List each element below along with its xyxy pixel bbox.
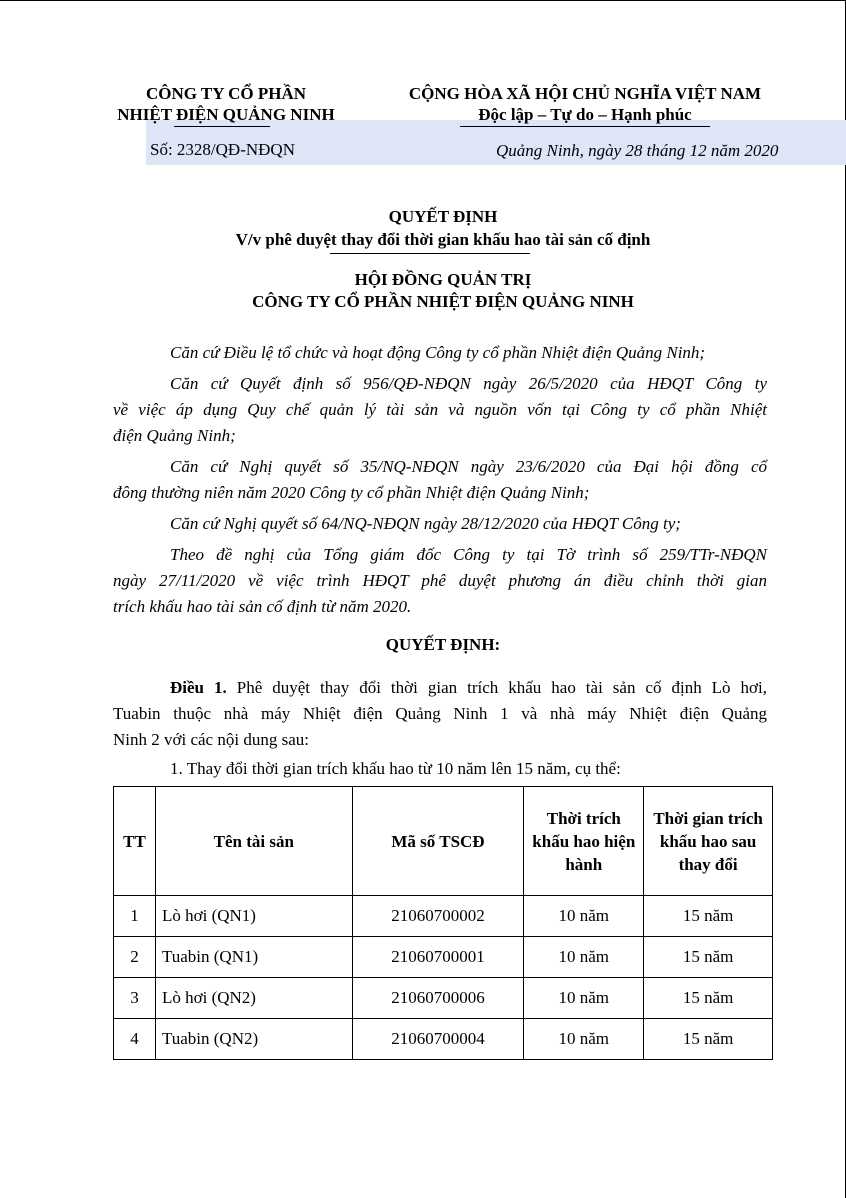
header-new-period: Thời gian trích khấu hao sau thay đổi (644, 787, 773, 896)
preamble-charter (113, 340, 767, 366)
table-row (114, 978, 773, 1019)
cell-current-period: 10 năm (524, 896, 644, 937)
preamble-line: ngày 27/11/2020 về việc trình HĐQT phê duyệt phương án điều chỉnh thời gian (113, 571, 767, 590)
article-1-text: Phê duyệt thay đổi thời gian trích khấu hao tài sản cố định Lò hơi, (226, 678, 768, 697)
preamble-resolution-64 (113, 511, 767, 537)
preamble-line: đông thường niên năm 2020 Công ty cổ phần Nhiệt điện Quảng Ninh; (113, 483, 590, 502)
article-1-label: Điều 1. (170, 678, 227, 697)
table-header-row (114, 787, 773, 896)
preamble-decision-956 (113, 371, 767, 449)
article-1-line: Tuabin thuộc nhà máy Nhiệt điện Quảng Ninh 1 và nhà máy Nhiệt điện Quảng (113, 704, 767, 723)
document-number: Số: 2328/QĐ-NĐQN (150, 140, 295, 159)
cell-tt: 3 (114, 978, 156, 1019)
cell-tt: 2 (114, 937, 156, 978)
cell-current-period: 10 năm (524, 1019, 644, 1060)
preamble-line: về việc áp dụng Quy chế quản lý tài sản và nguồn vốn tại Công ty cổ phần Nhiệt (113, 400, 767, 419)
cell-asset-name: Tuabin (QN1) (155, 937, 352, 978)
preamble-line: điện Quảng Ninh; (113, 426, 236, 445)
preamble-line: Căn cứ Quyết định số 956/QĐ-NĐQN ngày 26/5/2020 của HĐQT Công ty (170, 374, 767, 393)
cell-asset-name: Lò hơi (QN2) (155, 978, 352, 1019)
issuer-line2: CÔNG TY CỔ PHẦN NHIỆT ĐIỆN QUẢNG NINH (252, 292, 634, 311)
header-asset-code: Mã số TSCĐ (352, 787, 524, 896)
preamble-charter-line: Căn cứ Điều lệ tổ chức và hoạt động Công ty cổ phần Nhiệt điện Quảng Ninh; (170, 343, 706, 362)
motto-underline (460, 126, 710, 127)
asset-depreciation-table (113, 786, 773, 1060)
cell-tt: 1 (114, 896, 156, 937)
preamble-line: Căn cứ Nghị quyết số 35/NQ-NĐQN ngày 23/6/2020 của Đại hội đồng cổ (170, 457, 767, 476)
decision-title: QUYẾT ĐỊNH (388, 207, 498, 226)
article-1-line (113, 675, 767, 701)
company-name-line2: NHIỆT ĐIỆN QUẢNG NINH (117, 105, 335, 124)
cell-asset-code: 21060700006 (352, 978, 524, 1019)
cell-tt: 4 (114, 1019, 156, 1060)
place-and-date: Quảng Ninh, ngày 28 tháng 12 năm 2020 (496, 141, 779, 160)
preamble-resolution-35 (113, 454, 767, 506)
preamble-line: Căn cứ Nghị quyết số 64/NQ-NĐQN ngày 28/12/2020 của HĐQT Công ty; (170, 514, 681, 533)
cell-asset-code: 21060700001 (352, 937, 524, 978)
header-current-period: Thời trích khấu hao hiện hành (524, 787, 644, 896)
cell-asset-code: 21060700002 (352, 896, 524, 937)
issuer-line1: HỘI ĐỒNG QUẢN TRỊ (354, 270, 532, 289)
cell-current-period: 10 năm (524, 978, 644, 1019)
header-asset-name: Tên tài sản (155, 787, 352, 896)
cell-asset-code: 21060700004 (352, 1019, 524, 1060)
preamble-line: trích khấu hao tài sản cố định từ năm 2020. (113, 597, 412, 616)
cell-new-period: 15 năm (644, 896, 773, 937)
subject-underline (330, 253, 530, 254)
nation-motto: Độc lập – Tự do – Hạnh phúc (478, 105, 692, 124)
table-row (114, 1019, 773, 1060)
cell-new-period: 15 năm (644, 937, 773, 978)
header-tt: TT (114, 787, 156, 896)
article-1-item-1 (113, 756, 767, 782)
cell-asset-name: Tuabin (QN2) (155, 1019, 352, 1060)
cell-current-period: 10 năm (524, 937, 644, 978)
table-row (114, 937, 773, 978)
article-1-line: Ninh 2 với các nội dung sau: (113, 730, 309, 749)
article-1 (113, 675, 767, 753)
nation-name: CỘNG HÒA XÃ HỘI CHỦ NGHĨA VIỆT NAM (408, 84, 762, 103)
cell-new-period: 15 năm (644, 978, 773, 1019)
company-name-line1: CÔNG TY CỔ PHẦN (145, 84, 307, 103)
decision-heading: QUYẾT ĐỊNH: (385, 635, 501, 654)
preamble-proposal (113, 542, 767, 620)
article-1-item-1-text: 1. Thay đổi thời gian trích khấu hao từ 10 năm lên 15 năm, cụ thể: (170, 759, 621, 778)
preamble-line: Theo đề nghị của Tổng giám đốc Công ty tại Tờ trình số 259/TTr-NĐQN (170, 545, 767, 564)
company-underline (174, 126, 270, 127)
decision-subject: V/v phê duyệt thay đổi thời gian khấu hao tài sản cố định (235, 230, 651, 249)
page-top-border (0, 0, 846, 1)
table-row (114, 896, 773, 937)
cell-asset-name: Lò hơi (QN1) (155, 896, 352, 937)
cell-new-period: 15 năm (644, 1019, 773, 1060)
